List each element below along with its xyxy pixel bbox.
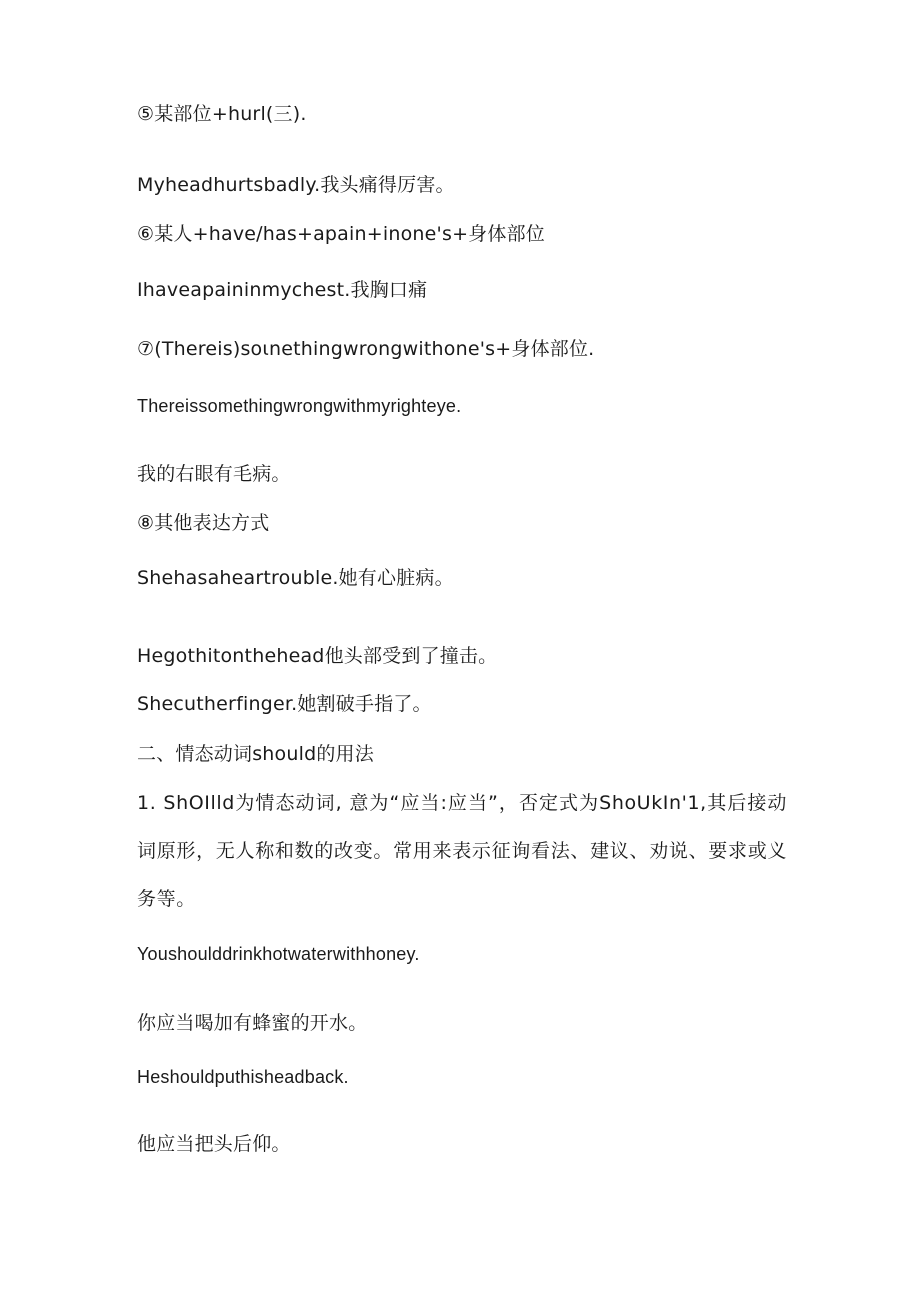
item5-heading: ⑤某部位+hurl(三).: [137, 103, 307, 125]
item7-example-zh: 我的右眼有毛病。: [137, 463, 291, 485]
point1-paragraph: 1. ShOIlld为情态动词, 意为“应当:应当”，否定式为ShoUkIn'1,其后接动词原形，无人称和数的改变。常用来表示征询看法、建议、劝说、要求或义务等。: [137, 792, 787, 910]
example2-en: Heshouldputhisheadback.: [137, 1067, 349, 1087]
item5-example: Myheadhurtsbadly.我头痛得厉害。: [137, 174, 455, 196]
example1-zh: 你应当喝加有蜂蜜的开水。: [137, 1012, 368, 1034]
item7-heading: ⑦(Thereis)soιnethingwrongwithone's+身体部位.: [137, 338, 595, 360]
section2-heading: 二、情态动词should的用法: [137, 743, 374, 765]
item6-example: Ihaveapaininmychest.我胸口痛: [137, 279, 428, 301]
item8-example-1: Shehasaheartrouble.她有心脏病。: [137, 567, 454, 589]
item8-example-2: Hegothitonthehead他头部受到了撞击。: [137, 645, 498, 667]
example1-en: Youshoulddrinkhotwaterwithhoney.: [137, 944, 420, 964]
item7-example-en: Thereissomethingwrongwithmyrighteye.: [137, 396, 462, 416]
item8-heading: ⑧其他表达方式: [137, 512, 270, 534]
item8-example-3: Shecutherfinger.她割破手指了。: [137, 693, 432, 715]
item6-heading: ⑥某人+have∕has+apain+inone's+身体部位: [137, 223, 545, 245]
example2-zh: 他应当把头后仰。: [137, 1133, 291, 1155]
